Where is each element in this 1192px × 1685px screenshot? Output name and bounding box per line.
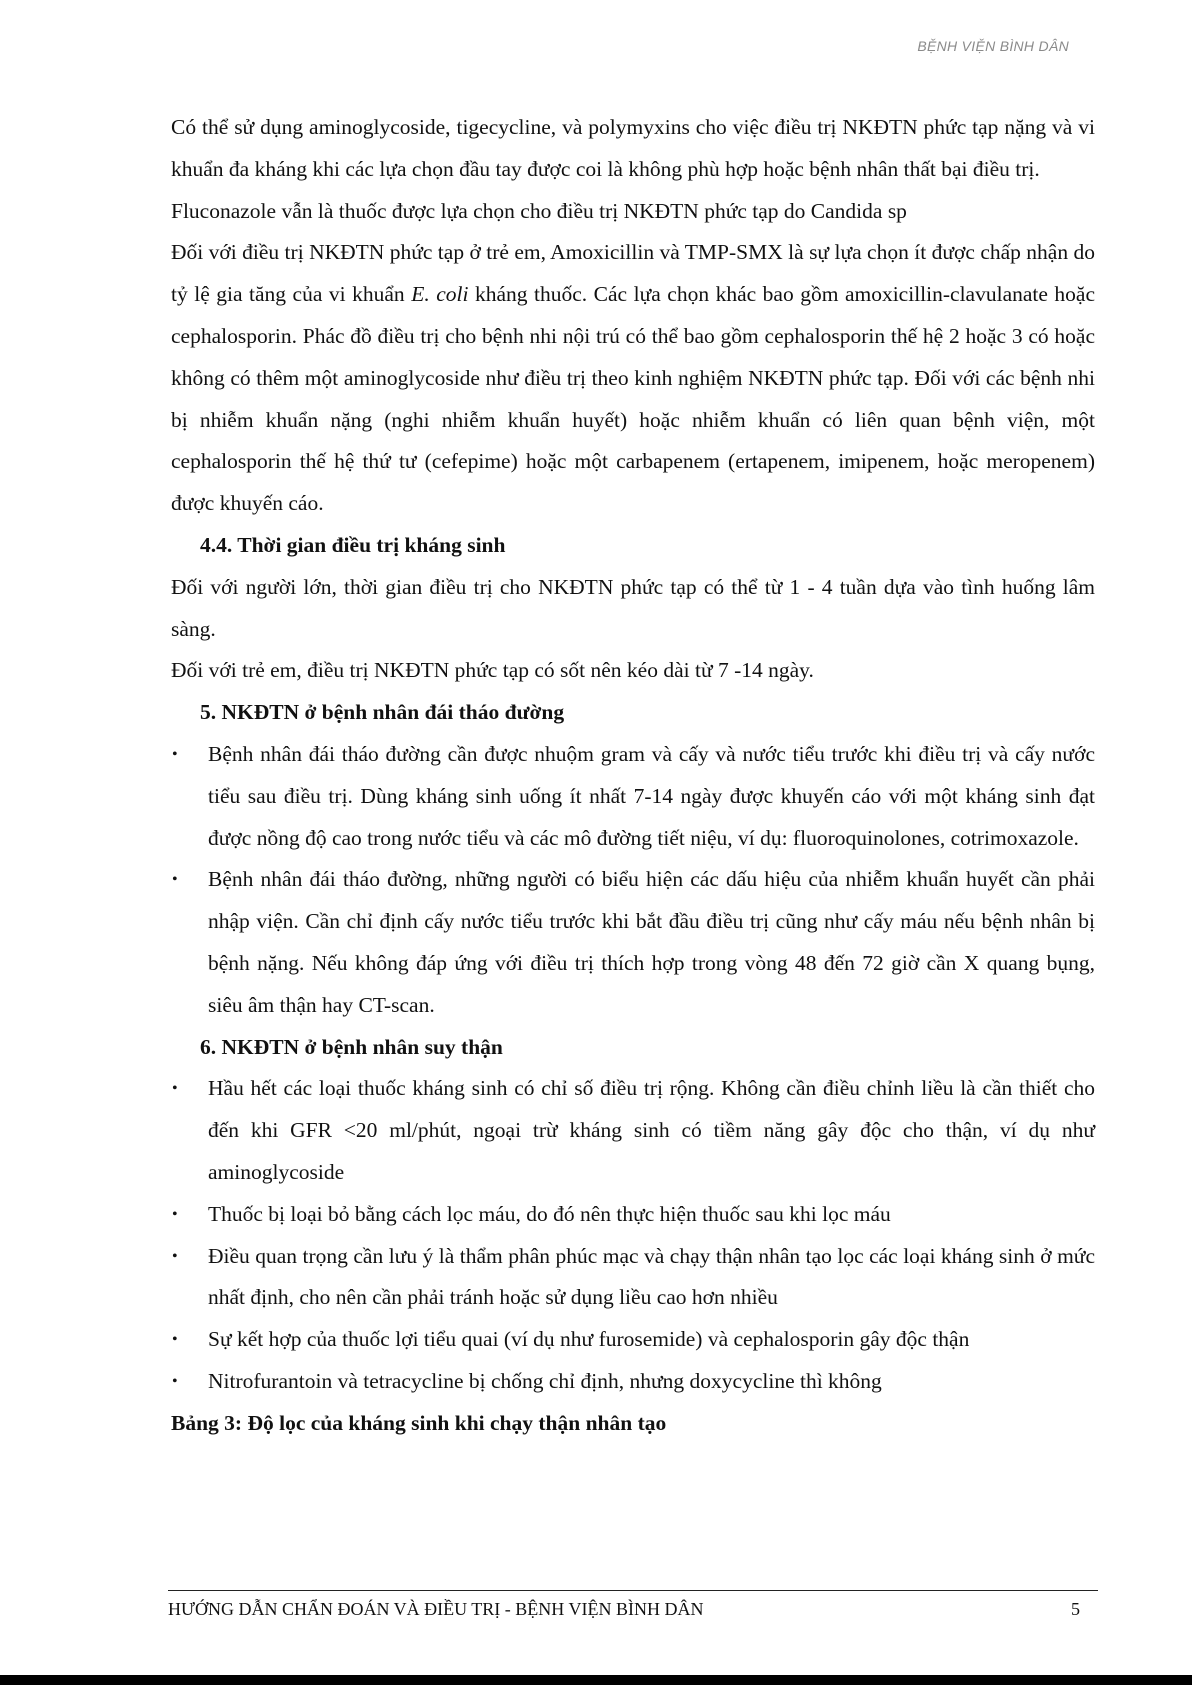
bottom-border — [0, 1675, 1192, 1685]
paragraph-fluconazole: Fluconazole vẫn là thuốc được lựa chọn cho điều trị NKĐTN phức tạp do Candida sp — [171, 198, 907, 223]
list-item — [171, 734, 1095, 859]
bullet-icon: • — [172, 871, 178, 889]
paragraph-children-duration: Đối với trẻ em, điều trị NKĐTN phức tạp có sốt nên kéo dài từ 7 -14 ngày. — [171, 658, 814, 683]
renal-bullet-list — [171, 1068, 1095, 1402]
list-item-text: Điều quan trọng cần lưu ý là thẩm phân phúc mạc và chạy thận nhân tạo lọc các loại kháng sinh ở mức nhất định, cho nên cần phải tránh hoặc sử dụng liều cao hơn nhiều — [208, 1243, 1095, 1310]
section-heading-6: 6. NKĐTN ở bệnh nhân suy thận — [200, 1034, 503, 1059]
section-heading-4-4: 4.4. Thời gian điều trị kháng sinh — [200, 532, 506, 557]
paragraph-children-treatment — [171, 232, 1095, 525]
list-item — [171, 1068, 1095, 1193]
list-item — [171, 1319, 1095, 1361]
list-item-text: Thuốc bị loại bỏ bằng cách lọc máu, do đó nên thực hiện thuốc sau khi lọc máu — [208, 1201, 891, 1226]
bullet-icon: • — [172, 1205, 178, 1223]
page-number: 5 — [1071, 1599, 1080, 1619]
children-text-after: kháng thuốc. Các lựa chọn khác bao gồm amoxicillin-clavulanate hoặc cephalosporin. Phác đồ điều trị cho bệnh nhi nội trú có thể bao gồm cephalosporin thế hệ 2 hoặc 3 có hoặc không có thêm một aminoglycoside như điều trị theo kinh nghiệm NKĐTN phức tạp. Đối với các bệnh nhi bị nhiễm khuẩn nặng (nghi nhiễm khuẩn huyết) hoặc nhiễm khuẩn có liên quan bệnh viện, một cephalosporin thế hệ thứ tư (cefepime) hoặc một carbapenem (ertapenem, imipenem, hoặc meropenem) được khuyến cáo. — [171, 282, 1096, 516]
bullet-icon: • — [172, 1372, 178, 1390]
list-item-text: Hầu hết các loại thuốc kháng sinh có chỉ số điều trị rộng. Không cần điều chỉnh liều là cần thiết cho đến khi GFR <20 ml/phút, ngoại trừ kháng sinh có tiềm năng gây độc cho thận, ví dụ như aminoglycoside — [208, 1076, 1095, 1184]
list-item-text: Bệnh nhân đái tháo đường, những người có biểu hiện các dấu hiệu của nhiễm khuẩn huyết cần phải nhập viện. Cần chỉ định cấy nước tiểu trước khi bắt đầu điều trị cũng như cấy máu nếu bệnh nhân bị bệnh nặng. Nếu không đáp ứng với điều trị thích hợp trong vòng 48 đến 72 giờ cần X quang bụng, siêu âm thận hay CT-scan. — [208, 867, 1095, 1017]
bullet-icon: • — [172, 1331, 178, 1349]
bullet-icon: • — [172, 1247, 178, 1265]
list-item — [171, 1236, 1095, 1320]
list-item-text: Nitrofurantoin và tetracycline bị chống chỉ định, nhưng doxycycline thì không — [208, 1368, 882, 1393]
list-item-text: Sự kết hợp của thuốc lợi tiểu quai (ví dụ như furosemide) và cephalosporin gây độc thận — [208, 1327, 970, 1352]
list-item — [171, 1361, 1095, 1403]
children-text-italic: E. coli — [411, 282, 469, 307]
section-heading-5: 5. NKĐTN ở bệnh nhân đái tháo đường — [200, 700, 565, 725]
page-footer — [168, 1590, 1098, 1620]
page-body — [171, 107, 1095, 1445]
table-caption: Bảng 3: Độ lọc của kháng sinh khi chạy thận nhân tạo — [171, 1410, 667, 1435]
list-item — [171, 1194, 1095, 1236]
running-header: BỆNH VIỆN BÌNH DÂN — [917, 38, 1069, 54]
children-text-before: Đối với điều trị NKĐTN phức tạp ở trẻ em, Amoxicillin và TMP-SMX là sự lựa chọn ít được chấp nhận do tỷ lệ gia tăng của vi khuẩn — [171, 240, 1095, 307]
paragraph-adult-duration: Đối với người lớn, thời gian điều trị cho NKĐTN phức tạp có thể từ 1 - 4 tuần dựa vào tình huống lâm sàng. — [171, 574, 1095, 641]
list-item — [171, 859, 1095, 1026]
diabetes-bullet-list — [171, 734, 1095, 1027]
footer-title: HƯỚNG DẪN CHẨN ĐOÁN VÀ ĐIỀU TRỊ - BỆNH VIỆN BÌNH DÂN — [168, 1599, 704, 1619]
bullet-icon: • — [172, 745, 178, 763]
paragraph-aminoglycoside: Có thể sử dụng aminoglycoside, tigecycline, và polymyxins cho việc điều trị NKĐTN phức tạp nặng và vi khuẩn đa kháng khi các lựa chọn đầu tay được coi là không phù hợp hoặc bệnh nhân thất bại điều trị. — [171, 115, 1095, 181]
list-item-text: Bệnh nhân đái tháo đường cần được nhuộm gram và cấy và nước tiểu trước khi điều trị và cấy nước tiểu sau điều trị. Dùng kháng sinh uống ít nhất 7-14 ngày được khuyến cáo với một kháng sinh đạt được nồng độ cao trong nước tiểu và các mô đường tiết niệu, ví dụ: fluoroquinolones, cotrimoxazole. — [208, 741, 1095, 850]
bullet-icon: • — [172, 1080, 178, 1098]
